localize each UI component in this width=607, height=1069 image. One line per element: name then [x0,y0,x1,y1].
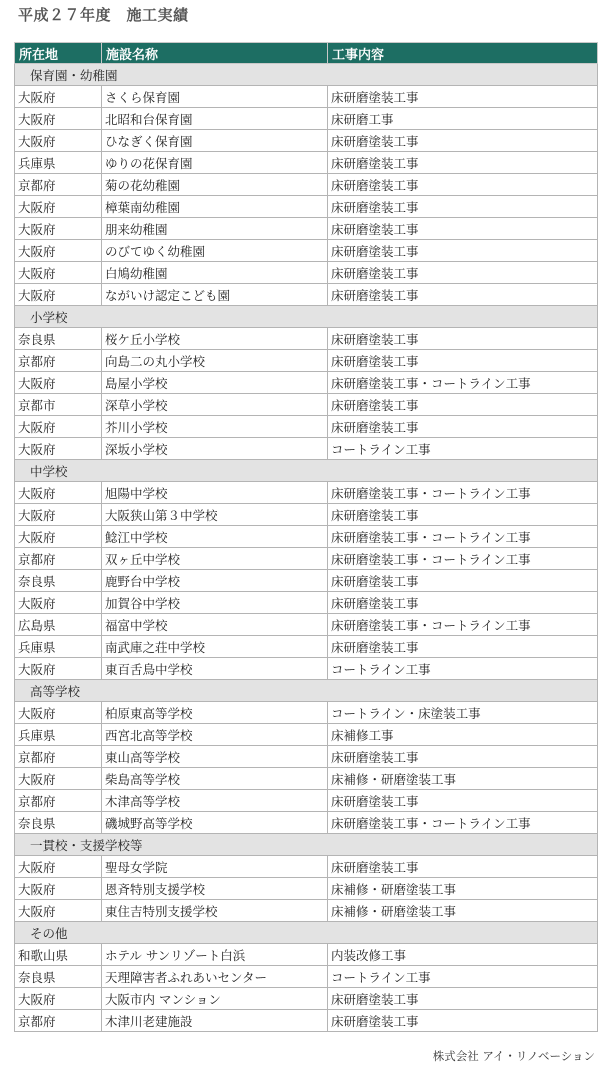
location-cell: 大阪府 [15,702,102,724]
facility-cell: 桜ケ丘小学校 [102,328,328,350]
work-cell: コートライン工事 [328,658,598,680]
location-cell: 京都府 [15,1010,102,1032]
location-cell: 兵庫県 [15,152,102,174]
header-work: 工事内容 [328,43,598,64]
location-cell: 京都市 [15,394,102,416]
category-label: 小学校 [15,306,598,328]
location-cell: 京都府 [15,548,102,570]
work-cell: 床研磨塗装工事 [328,130,598,152]
table-row [15,812,598,834]
table-row [15,702,598,724]
table-row [15,790,598,812]
results-table [14,42,598,1032]
work-cell: 床研磨塗装工事 [328,196,598,218]
table-row [15,372,598,394]
facility-cell: 天理障害者ふれあいセンター [102,966,328,988]
work-cell: 床研磨塗装工事 [328,240,598,262]
page-title: 平成２７年度 施工実績 [18,6,189,24]
location-cell: 奈良県 [15,966,102,988]
work-cell: コートライン・床塗装工事 [328,702,598,724]
table-row [15,592,598,614]
location-cell: 大阪府 [15,86,102,108]
category-row [15,460,598,482]
work-cell: 内装改修工事 [328,944,598,966]
location-cell: 大阪府 [15,526,102,548]
facility-cell: ながいけ認定こども園 [102,284,328,306]
facility-cell: 木津高等学校 [102,790,328,812]
facility-cell: 樟葉南幼稚園 [102,196,328,218]
header-location: 所在地 [15,43,102,64]
facility-cell: 大阪狭山第３中学校 [102,504,328,526]
facility-cell: 菊の花幼稚園 [102,174,328,196]
category-label: その他 [15,922,598,944]
table-row [15,1010,598,1032]
table-row [15,526,598,548]
table-body [15,64,598,1032]
location-cell: 京都府 [15,174,102,196]
table-row [15,724,598,746]
work-cell: 床研磨塗装工事・コートライン工事 [328,482,598,504]
category-row [15,64,598,86]
category-row [15,922,598,944]
location-cell: 大阪府 [15,856,102,878]
location-cell: 京都府 [15,790,102,812]
location-cell: 大阪府 [15,768,102,790]
work-cell: 床研磨塗装工事・コートライン工事 [328,614,598,636]
table-row [15,636,598,658]
category-label: 高等学校 [15,680,598,702]
work-cell: 床研磨塗装工事 [328,416,598,438]
location-cell: 兵庫県 [15,636,102,658]
location-cell: 大阪府 [15,108,102,130]
work-cell: 床研磨塗装工事・コートライン工事 [328,526,598,548]
work-cell: 床研磨塗装工事 [328,636,598,658]
work-cell: 床研磨塗装工事 [328,174,598,196]
work-cell: 床研磨塗装工事 [328,570,598,592]
facility-cell: 木津川老建施設 [102,1010,328,1032]
table-row [15,240,598,262]
location-cell: 大阪府 [15,372,102,394]
location-cell: 大阪府 [15,130,102,152]
work-cell: 床研磨塗装工事 [328,284,598,306]
location-cell: 大阪府 [15,284,102,306]
facility-cell: ひなぎく保育園 [102,130,328,152]
table-row [15,988,598,1010]
table-row [15,262,598,284]
work-cell: 床研磨塗装工事 [328,394,598,416]
facility-cell: 深坂小学校 [102,438,328,460]
work-cell: 床研磨塗装工事 [328,856,598,878]
location-cell: 奈良県 [15,570,102,592]
table-row [15,944,598,966]
location-cell: 京都府 [15,350,102,372]
work-cell: 床研磨塗装工事 [328,1010,598,1032]
facility-cell: 福富中学校 [102,614,328,636]
work-cell: 床研磨塗装工事 [328,152,598,174]
facility-cell: 鹿野台中学校 [102,570,328,592]
location-cell: 大阪府 [15,988,102,1010]
location-cell: 奈良県 [15,812,102,834]
work-cell: コートライン工事 [328,966,598,988]
work-cell: 床研磨塗装工事・コートライン工事 [328,548,598,570]
work-cell: 床補修・研磨塗装工事 [328,878,598,900]
facility-cell: さくら保育園 [102,86,328,108]
table-row [15,570,598,592]
category-label: 保育園・幼稚園 [15,64,598,86]
facility-cell: のびてゆく幼稚園 [102,240,328,262]
facility-cell: 向島二の丸小学校 [102,350,328,372]
location-cell: 大阪府 [15,416,102,438]
table-row [15,482,598,504]
work-cell: 床研磨塗装工事 [328,262,598,284]
table-row [15,416,598,438]
table-row [15,856,598,878]
table-row [15,152,598,174]
table-row [15,548,598,570]
location-cell: 大阪府 [15,592,102,614]
table-row [15,878,598,900]
facility-cell: 西宮北高等学校 [102,724,328,746]
facility-cell: 鯰江中学校 [102,526,328,548]
location-cell: 大阪府 [15,218,102,240]
facility-cell: 北昭和台保育園 [102,108,328,130]
work-cell: 床補修・研磨塗装工事 [328,768,598,790]
location-cell: 大阪府 [15,240,102,262]
location-cell: 大阪府 [15,438,102,460]
location-cell: 京都府 [15,746,102,768]
table-row [15,130,598,152]
facility-cell: 島屋小学校 [102,372,328,394]
table-header-row [15,43,598,64]
category-row [15,680,598,702]
location-cell: 奈良県 [15,328,102,350]
facility-cell: 旭陽中学校 [102,482,328,504]
table-row [15,108,598,130]
location-cell: 大阪府 [15,262,102,284]
facility-cell: 東百舌鳥中学校 [102,658,328,680]
table-row [15,900,598,922]
table-row [15,328,598,350]
category-row [15,834,598,856]
table-row [15,746,598,768]
work-cell: 床補修工事 [328,724,598,746]
category-label: 中学校 [15,460,598,482]
work-cell: 床研磨塗装工事 [328,592,598,614]
location-cell: 大阪府 [15,658,102,680]
work-cell: 床研磨塗装工事・コートライン工事 [328,812,598,834]
location-cell: 大阪府 [15,504,102,526]
facility-cell: 加賀谷中学校 [102,592,328,614]
table-row [15,86,598,108]
work-cell: 床研磨塗装工事 [328,746,598,768]
table-row [15,394,598,416]
work-cell: 床研磨塗装工事 [328,218,598,240]
facility-cell: 白鳩幼稚園 [102,262,328,284]
category-row [15,306,598,328]
table-row [15,218,598,240]
location-cell: 大阪府 [15,878,102,900]
work-cell: 床補修・研磨塗装工事 [328,900,598,922]
facility-cell: 大阪市内 マンション [102,988,328,1010]
table-row [15,966,598,988]
facility-cell: 恩斉特別支援学校 [102,878,328,900]
work-cell: 床研磨塗装工事 [328,988,598,1010]
location-cell: 和歌山県 [15,944,102,966]
location-cell: 大阪府 [15,196,102,218]
work-cell: 床研磨塗装工事 [328,328,598,350]
facility-cell: 東住吉特別支援学校 [102,900,328,922]
facility-cell: 双ヶ丘中学校 [102,548,328,570]
facility-cell: ホテル サンリゾート白浜 [102,944,328,966]
work-cell: 床研磨塗装工事 [328,504,598,526]
table-row [15,284,598,306]
work-cell: 床研磨塗装工事 [328,790,598,812]
table-row [15,174,598,196]
facility-cell: 柴島高等学校 [102,768,328,790]
facility-cell: 聖母女学院 [102,856,328,878]
facility-cell: 柏原東高等学校 [102,702,328,724]
facility-cell: 南武庫之荘中学校 [102,636,328,658]
header-facility: 施設名称 [102,43,328,64]
table-row [15,768,598,790]
facility-cell: ゆりの花保育園 [102,152,328,174]
work-cell: コートライン工事 [328,438,598,460]
work-cell: 床研磨塗装工事 [328,350,598,372]
work-cell: 床研磨工事 [328,108,598,130]
table-row [15,196,598,218]
location-cell: 大阪府 [15,900,102,922]
table-row [15,438,598,460]
facility-cell: 芥川小学校 [102,416,328,438]
location-cell: 広島県 [15,614,102,636]
location-cell: 兵庫県 [15,724,102,746]
work-cell: 床研磨塗装工事 [328,86,598,108]
facility-cell: 東山高等学校 [102,746,328,768]
work-cell: 床研磨塗装工事・コートライン工事 [328,372,598,394]
table-row [15,658,598,680]
location-cell: 大阪府 [15,482,102,504]
facility-cell: 磯城野高等学校 [102,812,328,834]
table-row [15,350,598,372]
category-label: 一貫校・支援学校等 [15,834,598,856]
table-row [15,614,598,636]
company-name: 株式会社 アイ・リノベーション [432,1049,595,1063]
facility-cell: 深草小学校 [102,394,328,416]
table-row [15,504,598,526]
facility-cell: 朋来幼稚園 [102,218,328,240]
